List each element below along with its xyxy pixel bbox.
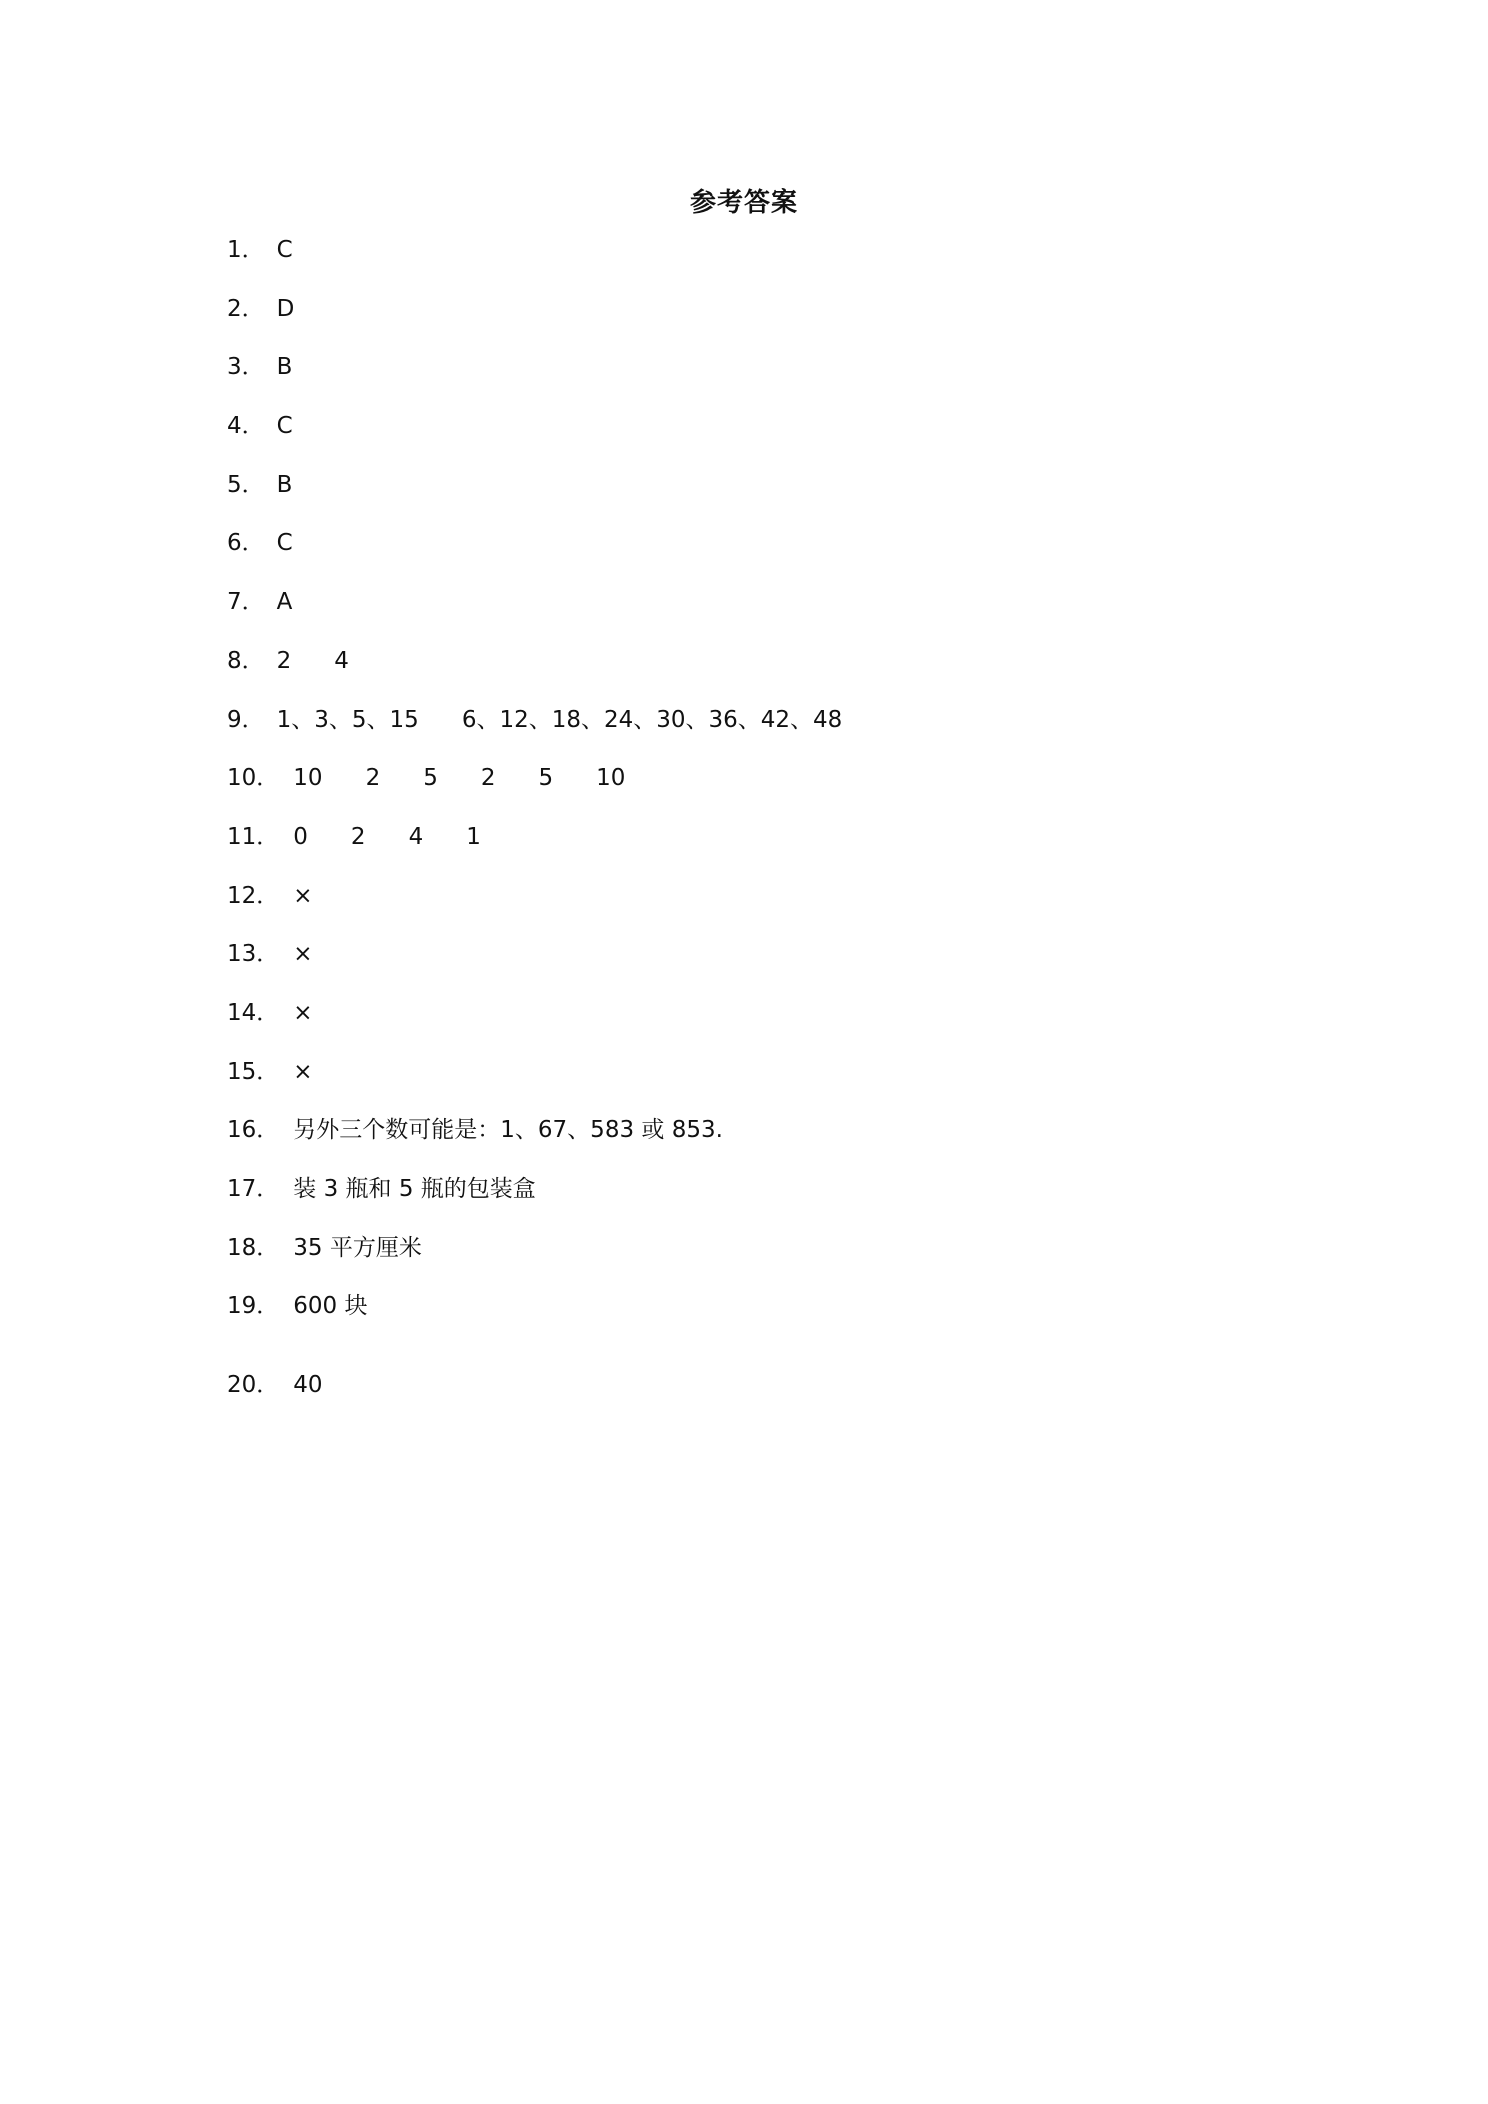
answer-separator: ． — [256, 1234, 280, 1261]
answer-number: 12 — [227, 882, 257, 909]
answer-number: 17 — [227, 1176, 257, 1202]
answer-separator: ． — [256, 999, 280, 1026]
answer-value: × — [293, 882, 313, 909]
answer-number: 10 — [227, 765, 257, 792]
answer-item — [227, 1054, 842, 1113]
answer-value: 2 — [365, 765, 381, 792]
answer-item — [227, 467, 842, 526]
answer-item — [227, 1112, 842, 1171]
answer-value: 5 — [423, 765, 438, 792]
answer-separator: ． — [256, 941, 280, 968]
answer-item — [227, 878, 842, 937]
answer-number: 19 — [227, 1293, 257, 1320]
answer-value: 2 — [350, 823, 366, 850]
answer-value: 2 — [276, 647, 292, 674]
answer-value: × — [293, 1058, 313, 1085]
answer-separator: ． — [241, 295, 265, 322]
answer-value: 2 — [480, 765, 496, 792]
answer-item — [227, 584, 842, 643]
answer-value: B — [276, 471, 293, 498]
answer-number: 20 — [227, 1372, 257, 1399]
answer-separator: ． — [256, 1117, 280, 1144]
answer-value: 35 平方厘米 — [293, 1234, 422, 1261]
answer-number: 16 — [227, 1117, 257, 1144]
answer-item — [227, 408, 842, 467]
answer-value: 另外三个数可能是：1、67、583 或 853. — [293, 1117, 723, 1144]
answer-number: 18 — [227, 1234, 257, 1261]
answer-value: D — [276, 295, 295, 322]
answer-number: 1 — [227, 237, 242, 263]
answer-value: × — [293, 941, 313, 968]
answer-item — [227, 819, 842, 878]
answer-item — [227, 525, 842, 584]
answer-separator: ． — [241, 413, 265, 440]
answer-separator: ． — [241, 530, 265, 557]
answer-separator: ． — [256, 1058, 280, 1085]
answer-item — [227, 291, 842, 350]
answer-number: 2 — [227, 295, 242, 322]
answer-value: 0 — [293, 823, 308, 850]
answer-value: A — [276, 589, 293, 616]
answer-item — [227, 643, 842, 702]
answer-value: 1、3、5、15 — [276, 706, 419, 733]
answer-value: 装 3 瓶和 5 瓶的包装盒 — [293, 1176, 536, 1202]
answer-item — [227, 1288, 842, 1347]
answer-item — [227, 1171, 842, 1230]
answer-value: × — [293, 999, 313, 1026]
answer-number: 4 — [227, 413, 242, 440]
answer-separator: ． — [241, 589, 265, 616]
answer-number: 14 — [227, 999, 257, 1026]
answer-number: 11 — [227, 823, 257, 850]
answer-value: C — [276, 413, 293, 440]
answer-number: 9 — [227, 706, 242, 733]
answer-value: 600 块 — [293, 1293, 368, 1320]
answer-number: 15 — [227, 1058, 257, 1085]
answer-separator: ． — [256, 882, 280, 909]
answer-value: 6、12、18、24、30、36、42、48 — [461, 706, 843, 733]
answer-separator: ． — [256, 765, 280, 792]
answer-item — [227, 1230, 842, 1289]
answer-value: B — [276, 354, 293, 381]
answer-number: 8 — [227, 647, 242, 674]
answer-value: 40 — [293, 1372, 323, 1399]
answer-separator: ． — [256, 823, 280, 850]
answer-separator: ． — [256, 1176, 280, 1202]
answer-item — [227, 1367, 842, 1426]
answer-separator: ． — [241, 647, 265, 674]
answer-number: 5 — [227, 471, 242, 498]
answer-item — [227, 995, 842, 1054]
answer-item — [227, 349, 842, 408]
answer-item — [227, 936, 842, 995]
answer-number: 7 — [227, 589, 242, 616]
answer-number: 13 — [227, 941, 257, 968]
answer-separator: ． — [241, 706, 265, 733]
answer-number: 3 — [227, 354, 242, 381]
answer-value: 4 — [334, 647, 349, 674]
answer-value: 5 — [538, 765, 554, 792]
answer-value: 10 — [293, 765, 323, 792]
answer-value: 1 — [466, 823, 481, 850]
answer-number: 6 — [227, 530, 242, 557]
answer-separator: ． — [256, 1293, 280, 1320]
answer-separator: ． — [241, 237, 265, 263]
answer-item — [227, 232, 842, 291]
answer-separator: ． — [241, 354, 265, 381]
answer-item — [227, 702, 842, 761]
answer-list — [227, 232, 842, 1426]
answer-value: C — [276, 237, 293, 263]
answer-value: 10 — [596, 765, 626, 792]
answer-value: C — [276, 530, 293, 557]
page-title: 参考答案 — [689, 188, 798, 218]
answer-separator: ． — [241, 471, 265, 498]
answer-separator: ． — [256, 1372, 280, 1399]
answer-value: 4 — [408, 823, 424, 850]
answer-item — [227, 760, 842, 819]
